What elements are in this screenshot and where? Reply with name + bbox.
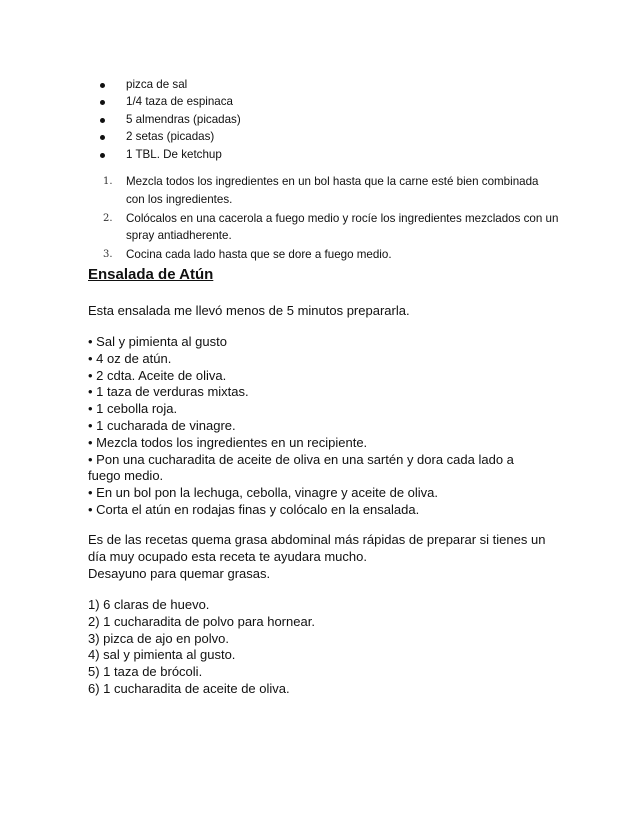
step-text: Cocina cada lado hasta que se dore a fuego medio. <box>126 248 392 262</box>
list-item <box>97 146 241 163</box>
list-item: • 2 cdta. Aceite de oliva. <box>88 367 227 383</box>
list-item: 5) 1 taza de brócoli. <box>88 664 203 680</box>
numbered-steps <box>100 173 560 265</box>
list-item-text: 1 TBL. De ketchup <box>126 147 222 161</box>
list-item: • 1 cebolla roja. <box>88 401 178 417</box>
closing-paragraph: Es de las recetas quema grasa abdominal más rápidas de preparar si tienes un día muy ocupado esta receta te ayudara mucho. <box>88 532 546 564</box>
list-item: 2) 1 cucharadita de polvo para hornear. <box>88 613 315 629</box>
list-item: 6) 1 cucharadita de aceite de oliva. <box>88 680 290 696</box>
step-text: Mezcla todos los ingredientes en un bol hasta que la carne esté bien combinada con los ingredientes. <box>126 175 539 206</box>
list-item-text: pizca de sal <box>126 78 188 91</box>
step-text: Colócalos en una cacerola a fuego medio y rocíe los ingredientes mezclados con un spray antiadherente. <box>126 211 559 243</box>
ingredient-bullet-list <box>97 76 241 163</box>
step-number: 2. <box>103 212 113 224</box>
list-item: • Mezcla todos los ingredientes en un recipiente. <box>88 434 368 450</box>
list-item-text: 5 almendras (picadas) <box>126 112 241 126</box>
breakfast-title: Desayuno para quemar grasas. <box>88 566 271 581</box>
step-number: 3. <box>103 249 113 261</box>
list-item <box>97 76 241 93</box>
list-item <box>97 128 241 145</box>
list-item: • 1 cucharada de vinagre. <box>88 417 236 433</box>
step-item <box>100 173 560 209</box>
bullet-icon <box>100 83 105 88</box>
section-heading: Ensalada de Atún <box>88 266 214 283</box>
list-item <box>97 93 241 110</box>
list-item: • 4 oz de atún. <box>88 350 172 366</box>
list-item: • Pon una cucharadita de aceite de oliva en una sartén y dora cada lado a fuego medio. <box>88 451 514 484</box>
bullet-icon <box>100 135 105 140</box>
list-item <box>97 111 241 128</box>
bullet-icon <box>100 153 105 158</box>
list-item: • Sal y pimienta al gusto <box>88 334 227 349</box>
bullet-icon <box>100 100 105 105</box>
bullet-icon <box>100 118 105 123</box>
list-item-text: 1/4 taza de espinaca <box>126 95 233 109</box>
step-item <box>100 246 560 264</box>
list-item: 1) 6 claras de huevo. <box>88 597 210 612</box>
list-item-text: 2 setas (picadas) <box>126 130 215 144</box>
step-number: 1. <box>103 176 113 187</box>
list-item: • Corta el atún en rodajas finas y colócalo en la ensalada. <box>88 501 420 517</box>
salad-list <box>88 334 548 519</box>
breakfast-list <box>88 597 548 698</box>
step-item <box>100 210 560 246</box>
list-item: 3) pizca de ajo en polvo. <box>88 630 229 646</box>
list-item: 4) sal y pimienta al gusto. <box>88 647 236 663</box>
list-item: • En un bol pon la lechuga, cebolla, vinagre y aceite de oliva. <box>88 485 439 501</box>
intro-paragraph: Esta ensalada me llevó menos de 5 minutos prepararla. <box>88 303 410 318</box>
list-item: • 1 taza de verduras mixtas. <box>88 384 249 400</box>
